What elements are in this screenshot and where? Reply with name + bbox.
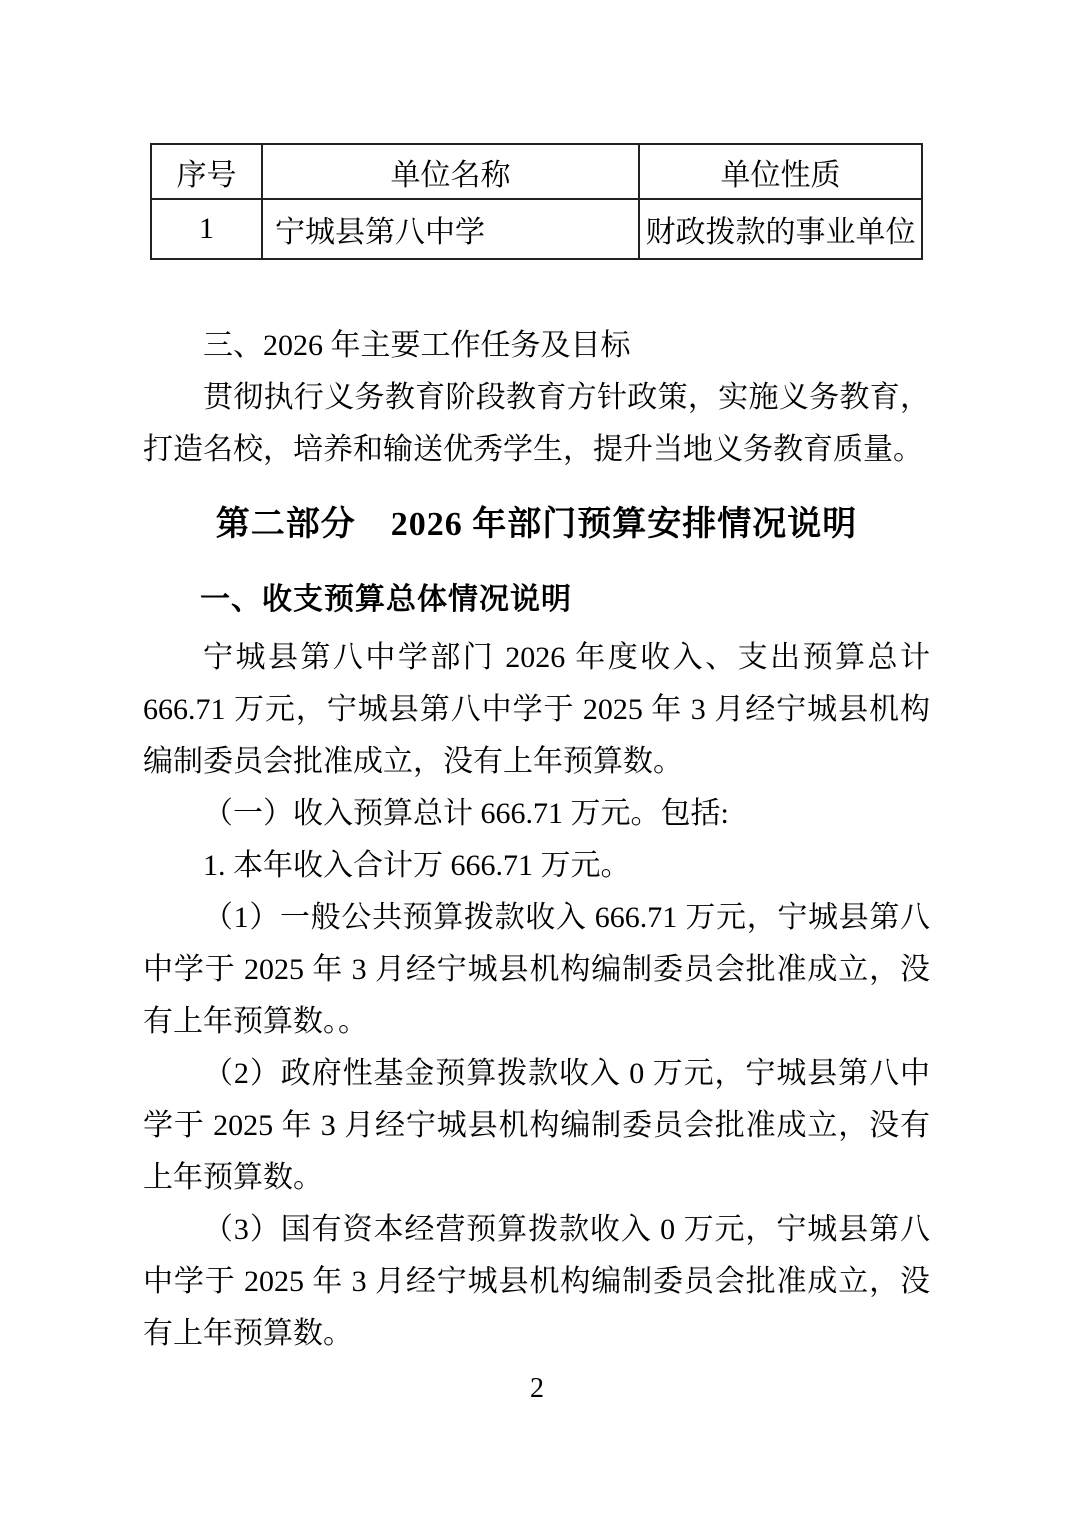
header-seq: 序号 xyxy=(151,144,262,199)
paragraph-income-total: （一）收入预算总计 666.71 万元。包括: xyxy=(203,797,729,830)
paragraph-item1-general-budget: （1）一般公共预算拨款收入 666.71 万元，宁城县第八中学于 2025 年 3 月经宁城县机构编制委员会批准成立，没有上年预算数。。 xyxy=(143,901,930,1038)
part2-heading: 第二部分 2026 年部门预算安排情况说明 xyxy=(215,506,858,543)
header-name: 单位名称 xyxy=(262,144,639,199)
unit-info-table xyxy=(150,143,923,260)
paragraph-income-year: 1. 本年收入合计万 666.71 万元。 xyxy=(203,849,631,882)
cell-name: 宁城县第八中学 xyxy=(262,199,639,259)
paragraph-item3-state-capital: （3）国有资本经营预算拨款收入 0 万元，宁城县第八中学于 2025 年 3 月经宁城县机构编制委员会批准成立，没有上年预算数。 xyxy=(143,1213,930,1350)
table-row xyxy=(151,199,922,259)
section3-title: 三、2026 年主要工作任务及目标 xyxy=(203,329,631,362)
section3-body: 贯彻执行义务教育阶段教育方针政策，实施义务教育，打造名校，培养和输送优秀学生，提升当地义务教育质量。 xyxy=(143,381,930,466)
table-header-row xyxy=(151,144,922,199)
cell-seq: 1 xyxy=(151,199,262,259)
header-type: 单位性质 xyxy=(639,144,922,199)
paragraph-budget-overview: 宁城县第八中学部门 2026 年度收入、支出预算总计 666.71 万元，宁城县第八中学于 2025 年 3 月经宁城县机构编制委员会批准成立，没有上年预算数。 xyxy=(143,641,930,778)
page-number: 2 xyxy=(530,1373,544,1404)
paragraph-item2-gov-fund: （2）政府性基金预算拨款收入 0 万元，宁城县第八中学于 2025 年 3 月经宁城县机构编制委员会批准成立，没有上年预算数。 xyxy=(143,1057,930,1194)
subsection1-title: 一、收支预算总体情况说明 xyxy=(200,583,572,616)
cell-type: 财政拨款的事业单位 xyxy=(639,199,922,259)
